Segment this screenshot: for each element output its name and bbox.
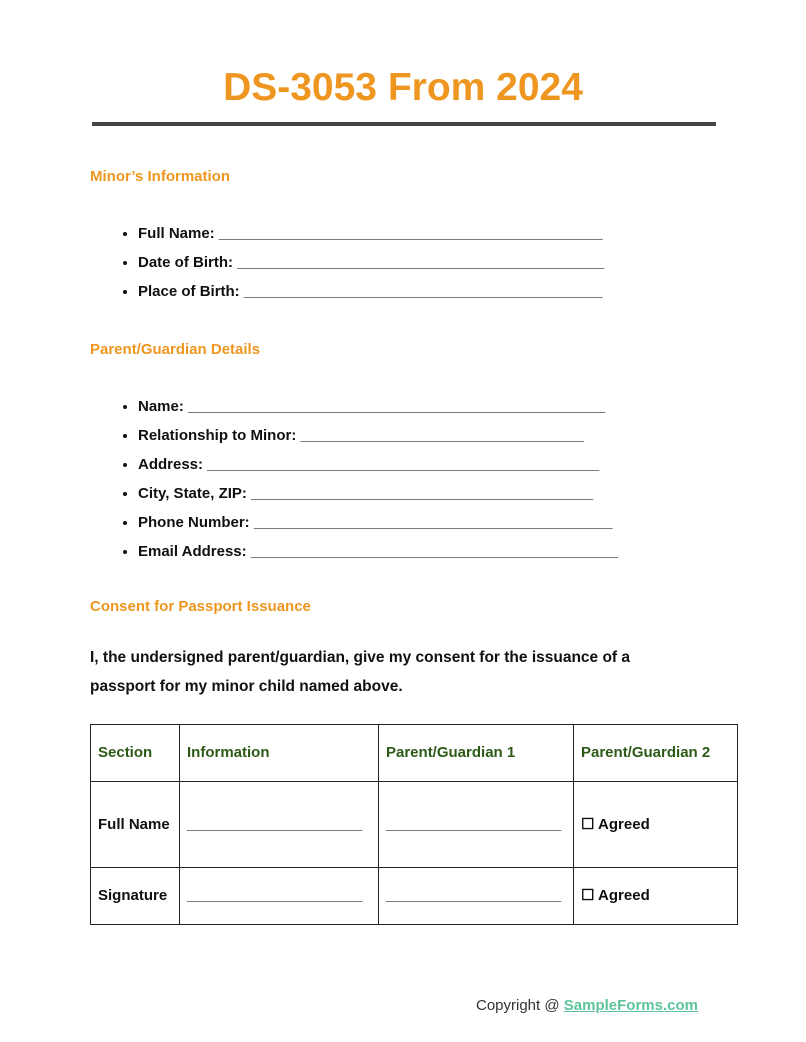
consent-heading: Consent for Passport Issuance: [90, 598, 311, 615]
table-cell: _____________________: [379, 782, 574, 868]
table-cell: _____________________: [180, 868, 379, 925]
table-header-row: [91, 725, 738, 782]
list-item: • Address: _______________________________________________: [138, 450, 618, 479]
copyright-text: Copyright @: [476, 997, 564, 1014]
list-item: • City, State, ZIP: _________________________________________: [138, 479, 618, 508]
list-item: • Relationship to Minor: __________________________________: [138, 421, 618, 450]
list-item: • Phone Number: ___________________________________________: [138, 508, 618, 537]
list-item: • Name: __________________________________________________: [138, 392, 618, 421]
parent-details-heading: Parent/Guardian Details: [90, 341, 261, 358]
minor-info-heading: Minor’s Information: [90, 168, 230, 185]
minor-info-list: [90, 219, 604, 306]
parent-details-list: [90, 392, 618, 566]
column-header: Section: [91, 725, 180, 782]
table-cell: Full Name: [91, 782, 180, 868]
column-header: Information: [180, 725, 379, 782]
table-row: [91, 782, 738, 868]
agreed-checkbox[interactable]: ☐ Agreed: [574, 868, 738, 925]
page-title: DS-3053 From 2024: [223, 66, 583, 109]
table-row: [91, 868, 738, 925]
sampleforms-link[interactable]: SampleForms.com: [563, 997, 698, 1014]
consent-table: [90, 724, 738, 925]
list-item: • Full Name: ______________________________________________: [138, 219, 604, 248]
column-header: Parent/Guardian 1: [379, 725, 574, 782]
list-item: • Date of Birth: ____________________________________________: [138, 248, 604, 277]
footer: [476, 997, 698, 1014]
list-item: • Place of Birth: ___________________________________________: [138, 277, 604, 306]
column-header: Parent/Guardian 2: [574, 725, 738, 782]
list-item: • Email Address: ____________________________________________: [138, 537, 618, 566]
title-divider: [92, 122, 716, 126]
table-cell: _____________________: [180, 782, 379, 868]
table-cell: Signature: [91, 868, 180, 925]
table-cell: _____________________: [379, 868, 574, 925]
consent-text: I, the undersigned parent/guardian, give my consent for the issuance of a passport for my minor child named above.: [90, 649, 631, 695]
agreed-checkbox[interactable]: ☐ Agreed: [574, 782, 738, 868]
